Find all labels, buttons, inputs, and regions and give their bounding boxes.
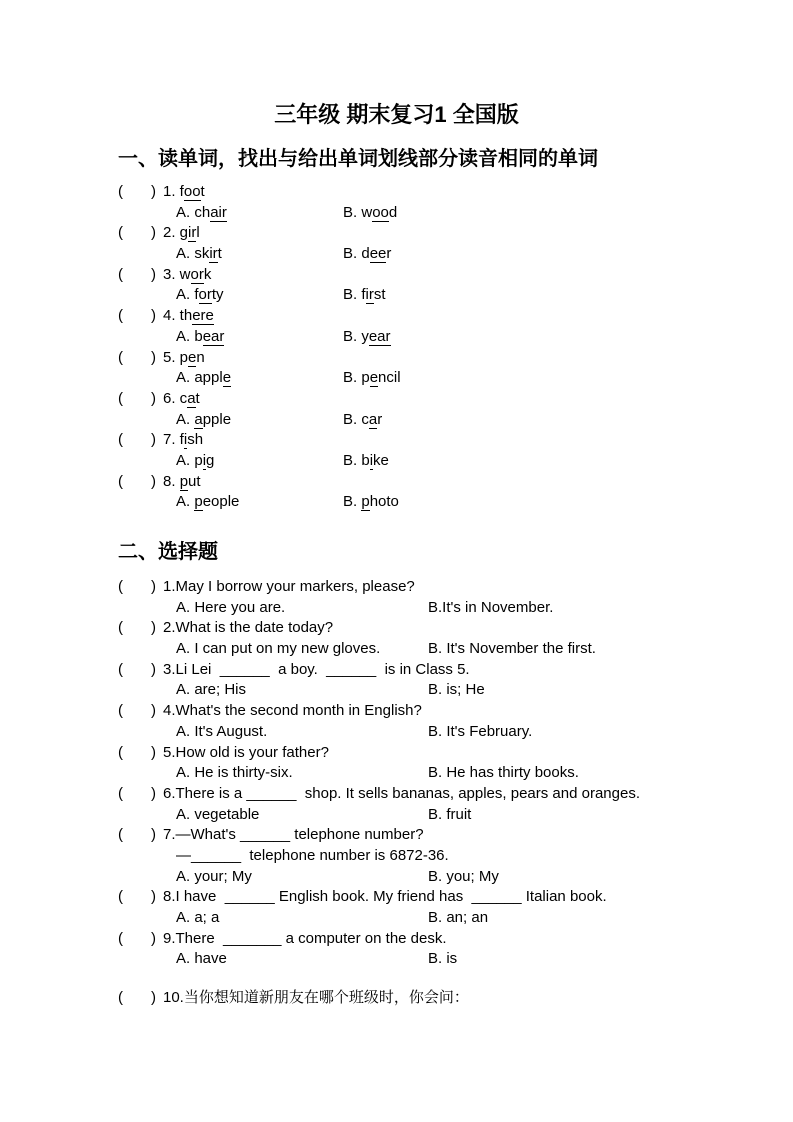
option-a: A. bear [176, 327, 225, 345]
question-stem [118, 660, 763, 681]
answer-bracket [118, 223, 156, 244]
option-b: B. He has thirty books. [428, 764, 579, 782]
s1-question-8 [118, 472, 763, 513]
answer-bracket [118, 472, 156, 493]
option-b: B. wood [343, 203, 398, 221]
question-stem [118, 472, 763, 493]
section1-questions [118, 182, 763, 513]
options-row [118, 908, 763, 929]
answer-bracket [118, 348, 156, 369]
paren-open: ( [118, 578, 123, 595]
answer-bracket [118, 887, 156, 908]
question-text: 1.May I borrow your markers, please? [163, 578, 415, 595]
underlined-letters: ir [188, 224, 197, 242]
underlined-letters: or [190, 265, 204, 283]
s2-question-3 [118, 660, 763, 701]
question-text: 5. pen [163, 348, 205, 366]
underlined-letters: oo [183, 183, 201, 200]
question-stem [118, 701, 763, 722]
underlined-letters: e [369, 369, 379, 387]
underlined-letters: ee [369, 245, 387, 263]
paren-open: ( [118, 929, 123, 947]
underlined-letters: e [222, 369, 232, 387]
answer-bracket [118, 577, 156, 598]
paren-close: ) [151, 224, 156, 242]
paren-open: ( [118, 784, 123, 802]
s1-question-6 [118, 389, 763, 430]
option-b: B. bike [343, 451, 389, 469]
s1-question-2 [118, 223, 763, 264]
s2-question-2 [118, 618, 763, 659]
question-stem [118, 618, 763, 639]
question-text: 6.There is a ______ shop. It sells bananas, apples, pears and oranges. [163, 784, 640, 802]
question-stem [118, 223, 763, 244]
underlined-letters: a [187, 389, 196, 407]
question-stem-continued [118, 846, 763, 867]
section1-heading: 一、读单词，找出与给出单词划线部分读音相同的单词 [118, 148, 598, 170]
answer-bracket [118, 618, 156, 639]
answer-bracket [118, 389, 156, 410]
option-a: A. chair [176, 203, 227, 221]
answer-bracket [118, 430, 156, 451]
paren-open: ( [118, 389, 123, 407]
answer-bracket [118, 306, 156, 327]
question-stem [118, 389, 763, 410]
paren-open: ( [118, 702, 123, 720]
section2-questions [118, 577, 763, 1009]
question-text: 6. cat [163, 389, 200, 407]
underlined-letters: oo [372, 203, 389, 221]
paren-close: ) [151, 578, 156, 595]
question-text: 2.What is the date today? [163, 619, 334, 637]
question-stem [118, 887, 763, 908]
s1-question-4 [118, 306, 763, 347]
question-stem [118, 430, 763, 451]
answer-bracket [118, 825, 156, 846]
paren-close: ) [151, 183, 156, 200]
s1-question-1 [118, 182, 763, 223]
paren-open: ( [118, 743, 123, 761]
s2-question-5 [118, 743, 763, 784]
option-b: B. car [343, 410, 383, 428]
answer-bracket [118, 988, 156, 1009]
question-stem [118, 784, 763, 805]
options-row [118, 368, 763, 389]
s1-question-7 [118, 430, 763, 471]
underlined-letters: p [179, 472, 189, 490]
options-row [118, 244, 763, 265]
options-row [118, 410, 763, 431]
option-b: B.It's in November. [428, 598, 554, 616]
option-b: B. first [343, 286, 386, 304]
options-row [118, 639, 763, 660]
underlined-letters: i [369, 451, 374, 469]
paren-close: ) [151, 265, 156, 283]
option-a: A. Here you are. [176, 598, 286, 616]
question-text: 1. foot [163, 183, 205, 200]
option-b: B. is; He [428, 681, 485, 699]
paren-close: ) [151, 929, 156, 947]
options-row [118, 451, 763, 472]
paren-close: ) [151, 389, 156, 407]
options-row [118, 327, 763, 348]
option-a: A. forty [176, 286, 224, 304]
question-stem [118, 743, 763, 764]
paren-open: ( [118, 989, 123, 1007]
answer-bracket [118, 743, 156, 764]
answer-bracket [118, 660, 156, 681]
option-b: B. an; an [428, 909, 489, 926]
options-row [118, 203, 763, 224]
paren-open: ( [118, 348, 123, 366]
s2-question-9 [118, 929, 763, 970]
s2-question-10 [118, 988, 763, 1009]
s2-question-6 [118, 784, 763, 825]
option-a: A. He is thirty-six. [176, 764, 293, 782]
paren-close: ) [151, 989, 156, 1007]
options-row [118, 949, 763, 970]
answer-bracket [118, 929, 156, 950]
s2-question-7 [118, 825, 763, 887]
option-a: A. I can put on my new gloves. [176, 640, 381, 658]
paren-close: ) [151, 307, 156, 325]
option-b: B. It's February. [428, 722, 533, 740]
paren-close: ) [151, 660, 156, 678]
s2-question-1 [118, 577, 763, 618]
options-row [118, 867, 763, 888]
question-stem [118, 182, 763, 203]
option-b: B. It's November the first. [428, 640, 596, 658]
underlined-letters: ere [192, 307, 214, 325]
options-row [118, 722, 763, 743]
question-text: 5.How old is your father? [163, 743, 329, 761]
paren-open: ( [118, 224, 123, 242]
options-row [118, 492, 763, 513]
underlined-letters: e [188, 348, 197, 366]
question-text: 3.Li Lei ______ a boy. ______ is in Class 5. [163, 660, 470, 678]
underlined-letters: or [198, 286, 212, 304]
question-text: 10.当你想知道新朋友在哪个班级时，你会问： [163, 989, 469, 1007]
s1-question-3 [118, 265, 763, 306]
paren-open: ( [118, 431, 123, 449]
option-b: B. is [428, 950, 458, 968]
question-text: 7.—What's ______ telephone number? [163, 826, 424, 844]
question-text: 4. there [163, 307, 214, 325]
underlined-letters: p [361, 493, 370, 511]
paren-open: ( [118, 619, 123, 637]
answer-bracket [118, 784, 156, 805]
paren-close: ) [151, 826, 156, 844]
answer-bracket [118, 182, 156, 203]
question-stem [118, 348, 763, 369]
question-text: 4.What's the second month in English? [163, 702, 422, 720]
option-b: B. you; My [428, 867, 499, 885]
question-text: 8.I have ______ English book. My friend has ______ Italian book. [163, 888, 607, 906]
paren-close: ) [151, 472, 156, 490]
page-title: 三年级 期末复习1 全国版 [274, 102, 519, 127]
paren-open: ( [118, 660, 123, 678]
option-a: A. are; His [176, 681, 247, 699]
s2-question-4 [118, 701, 763, 742]
underlined-letters: ir [209, 245, 218, 263]
underlined-letters: p [194, 493, 203, 511]
paren-close: ) [151, 888, 156, 906]
question-text: 9.There _______ a computer on the desk. [163, 929, 447, 947]
option-a: A. a; a [176, 909, 220, 926]
paren-open: ( [118, 888, 123, 906]
paren-open: ( [118, 183, 123, 200]
option-b: B. year [343, 327, 391, 345]
underlined-letters: ear [368, 327, 391, 345]
section2-heading: 二、选择题 [118, 541, 218, 563]
s1-question-5 [118, 348, 763, 389]
underlined-letters: i [183, 431, 188, 449]
s2-question-8 [118, 887, 763, 928]
paren-close: ) [151, 702, 156, 720]
underlined-letters: a [194, 410, 203, 428]
option-a: A. vegetable [176, 805, 260, 823]
question-text: 2. girl [163, 224, 200, 242]
paren-close: ) [151, 619, 156, 637]
paren-close: ) [151, 348, 156, 366]
options-row [118, 598, 763, 619]
paren-close: ) [151, 743, 156, 761]
question-text: 8. put [163, 472, 201, 490]
option-a: A. apple [176, 369, 232, 387]
question-stem [118, 577, 763, 598]
question-stem [118, 825, 763, 846]
underlined-letters: a [368, 410, 378, 428]
options-row [118, 285, 763, 306]
question-stem [118, 988, 763, 1009]
paren-open: ( [118, 265, 123, 283]
option-a: A. skirt [176, 245, 222, 263]
paren-close: ) [151, 784, 156, 802]
question-text: 3. work [163, 265, 212, 283]
question-stem [118, 306, 763, 327]
options-row [118, 763, 763, 784]
paren-open: ( [118, 826, 123, 844]
option-b: B. fruit [428, 805, 472, 823]
option-a: A. It's August. [176, 722, 268, 740]
options-row [118, 805, 763, 826]
paren-open: ( [118, 307, 123, 325]
option-a: A. apple [176, 410, 232, 428]
underlined-letters: air [210, 203, 227, 221]
underlined-letters: ear [202, 327, 225, 345]
option-b: B. pencil [343, 369, 401, 387]
underlined-letters: i [202, 451, 207, 469]
option-b: B. deer [343, 245, 392, 263]
options-row [118, 680, 763, 701]
paren-close: ) [151, 431, 156, 449]
option-b: B. photo [343, 493, 399, 511]
question-stem [118, 929, 763, 950]
option-a: A. pig [176, 451, 215, 469]
answer-bracket [118, 701, 156, 722]
question-stem [118, 265, 763, 286]
underlined-letters: ir [365, 286, 374, 304]
option-a: A. have [176, 950, 227, 968]
option-a: A. people [176, 493, 240, 511]
question-text: —______ telephone number is 6872-36. [176, 846, 449, 864]
question-text: 7. fish [163, 431, 204, 449]
paren-open: ( [118, 472, 123, 490]
option-a: A. your; My [176, 867, 252, 885]
answer-bracket [118, 265, 156, 286]
